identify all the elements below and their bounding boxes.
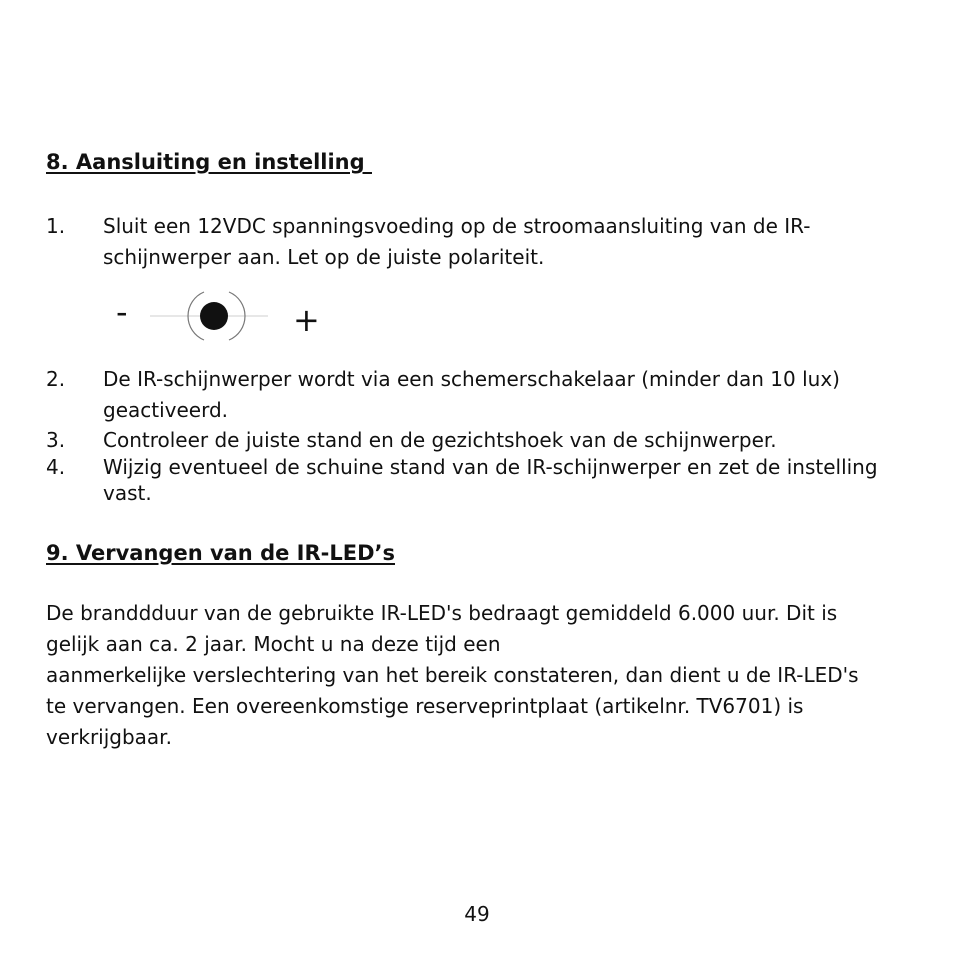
section-9-paragraph <box>46 598 906 753</box>
list-item-number: 2. <box>46 367 66 391</box>
list-item <box>46 211 906 273</box>
list-item <box>46 454 906 506</box>
paragraph-line: gelijk aan ca. 2 jaar. Mocht u na deze tijd een <box>46 632 501 656</box>
minus-symbol: - <box>116 293 128 331</box>
paragraph-line: De branddduur van de gebruikte IR-LED's bedraagt gemiddeld 6.000 uur. Dit is <box>46 601 838 625</box>
list-item-text: Wijzig eventueel de schuine stand van de IR-schijnwerper en zet de instelling vast. <box>103 455 878 505</box>
list-item <box>46 427 906 453</box>
list-item-text: Controleer de juiste stand en de gezichtshoek van de schijnwerper. <box>103 428 777 452</box>
section-8-heading: 8. Aansluiting en instelling <box>46 150 372 174</box>
dc-polarity-icon <box>110 286 330 348</box>
list-item-text: De IR-schijnwerper wordt via een schemerschakelaar (minder dan 10 lux) geactiveerd. <box>103 367 840 422</box>
list-item-number: 1. <box>46 214 66 238</box>
section-9-heading: 9. Vervangen van de IR-LED’s <box>46 541 395 565</box>
paragraph-line: verkrijgbaar. <box>46 725 172 749</box>
paragraph-line: aanmerkelijke verslechtering van het bereik constateren, dan dient u de IR-LED's <box>46 663 859 687</box>
paragraph-line: te vervangen. Een overeenkomstige reserveprintplaat (artikelnr. TV6701) is <box>46 694 804 718</box>
list-item <box>46 364 906 426</box>
list-item-text: Sluit een 12VDC spanningsvoeding op de stroomaansluiting van de IR-schijnwerper aan. Let op de juiste polariteit. <box>103 214 811 269</box>
plus-symbol: + <box>293 301 320 339</box>
page-number: 49 <box>464 902 490 926</box>
list-item-number: 4. <box>46 455 66 479</box>
list-item-number: 3. <box>46 428 66 452</box>
